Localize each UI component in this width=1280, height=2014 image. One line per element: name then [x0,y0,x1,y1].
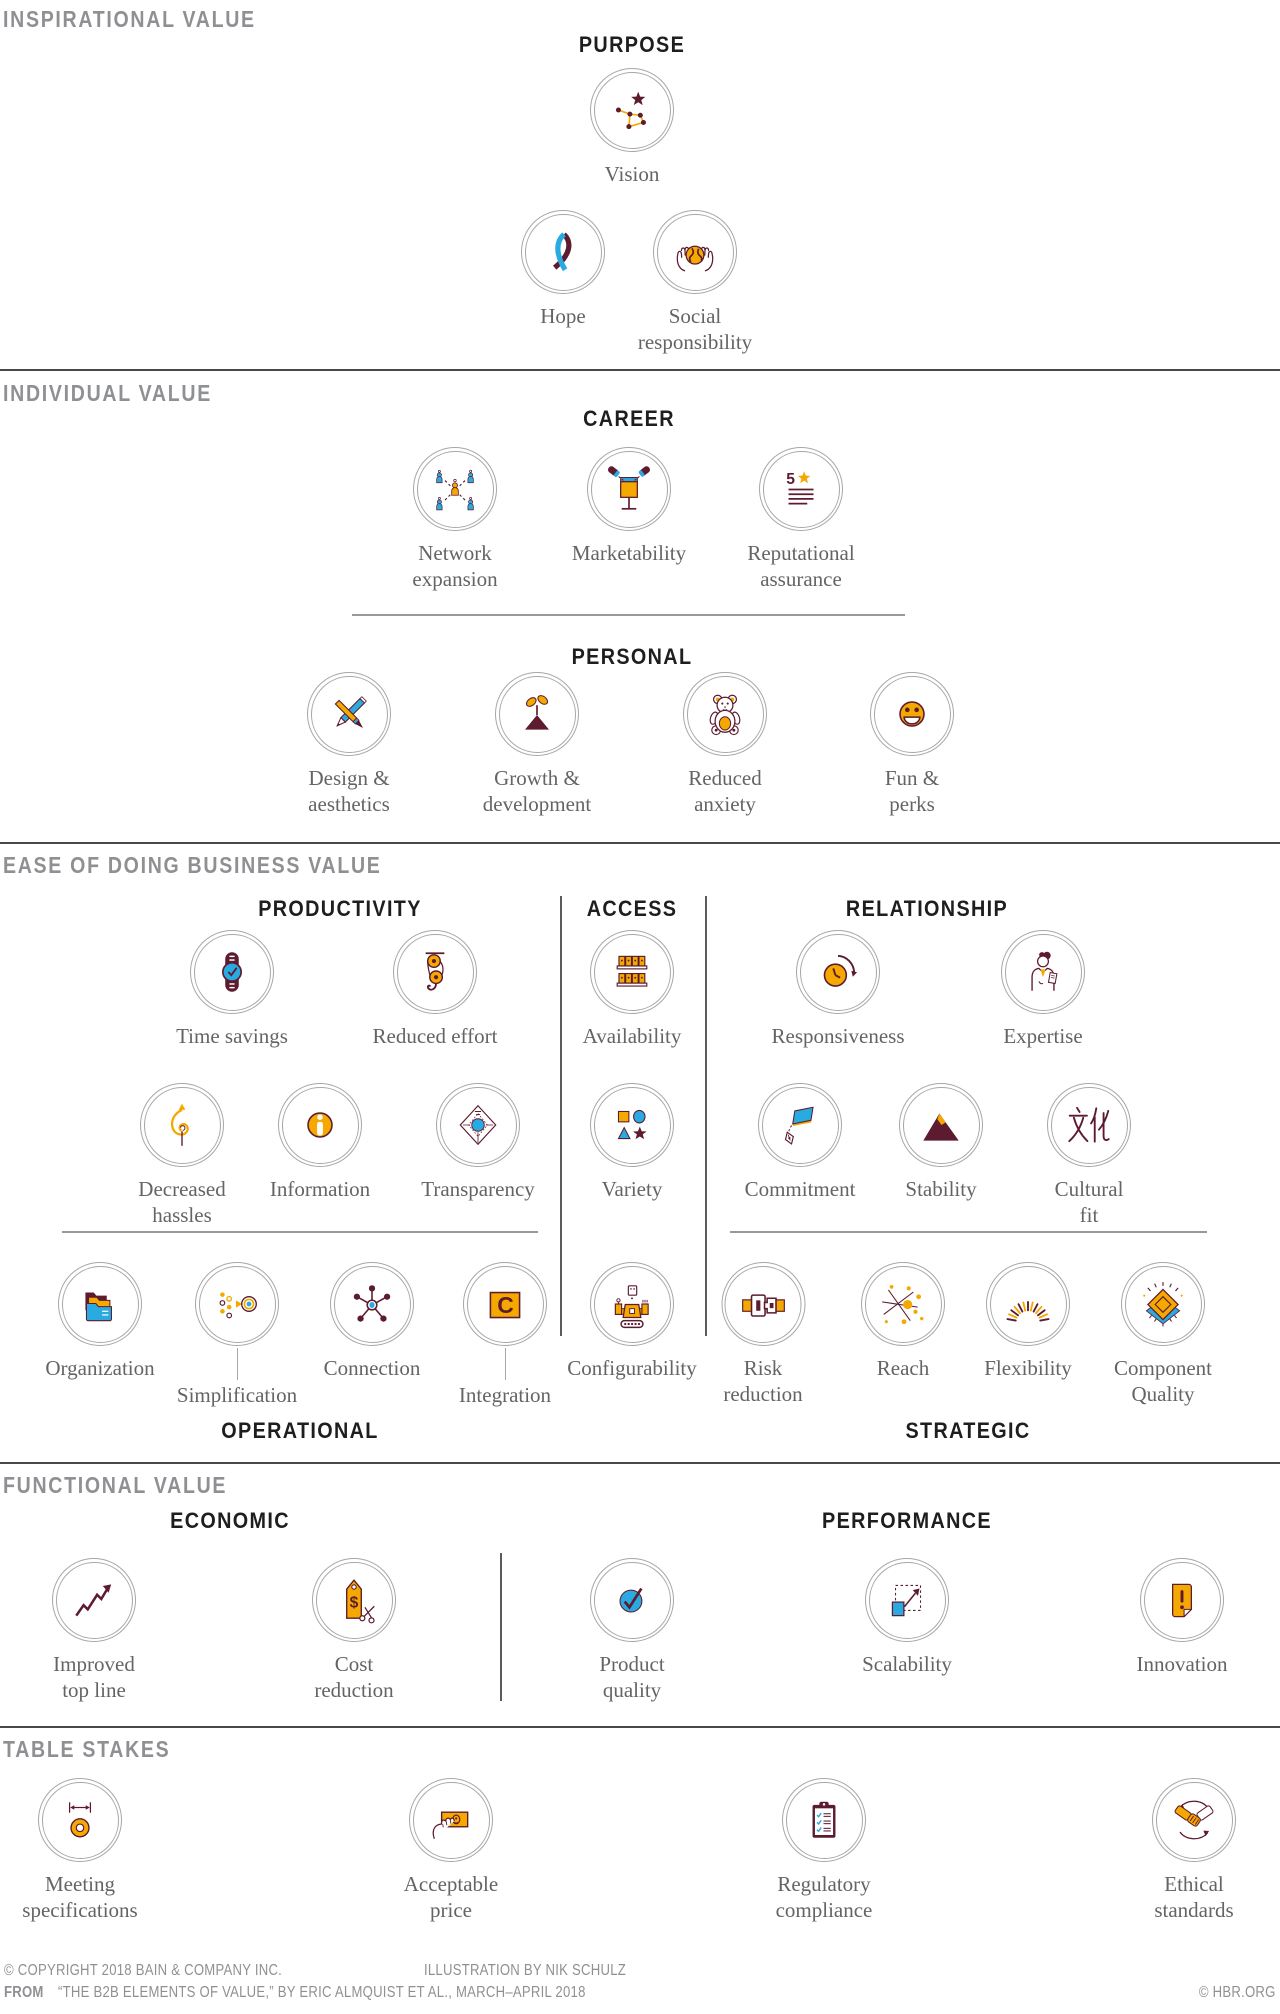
element-variety [582,1083,682,1202]
group-header-access: ACCESS [586,896,678,921]
element-label: Meeting specifications [22,1872,138,1922]
footer-from-label: FROM [4,1984,44,2001]
expanding-square-icon [865,1558,949,1642]
element-simplification [162,1262,312,1408]
element-component-quality [1103,1262,1223,1407]
culture-characters-icon [1047,1083,1131,1167]
pencil-and-brush-icon [307,672,391,756]
sprout-mound-icon [495,672,579,756]
exclamation-page-icon [1140,1558,1224,1642]
element-label: Regulatory compliance [775,1872,873,1922]
svg-text:C: C [497,1291,514,1318]
awareness-ribbon-icon [521,210,605,294]
element-reduced-effort [355,930,515,1049]
tier-divider [0,1462,1280,1464]
rising-zigzag-arrow-icon [52,1558,136,1642]
element-organization [30,1262,170,1381]
element-network-expansion [395,447,515,592]
element-label: Reputational assurance [747,541,855,591]
group-header-personal: PERSONAL [571,644,693,669]
element-label: Flexibility [984,1356,1072,1380]
group-header-performance: PERFORMANCE [822,1508,992,1533]
element-meeting-specifications [5,1778,155,1923]
strategic-divider [730,1231,1207,1233]
element-label: Hope [540,304,586,328]
element-label: Information [269,1177,371,1201]
element-acceptable-price [396,1778,506,1923]
dots-to-target-icon [195,1262,279,1346]
footer-illustration-credit: ILLUSTRATION BY NIK SCHULZ [424,1962,627,1979]
footer-source: “THE B2B ELEMENTS OF VALUE,” BY ERIC ALMQUIST ET AL., MARCH–APRIL 2018 [58,1984,586,2001]
element-label: Cost reduction [314,1652,394,1702]
element-label: Scalability [862,1652,952,1676]
stocked-shelves-icon [590,930,674,1014]
billboard-magnets-icon [587,447,671,531]
five-star-review-icon [759,447,843,531]
element-label: Vision [604,162,660,186]
element-label: Time savings [176,1024,288,1048]
career-personal-divider [352,614,905,616]
clipboard-checklist-icon [782,1778,866,1862]
element-reduced-anxiety [675,672,775,817]
group-header-operational: OPERATIONAL [221,1418,379,1443]
assorted-shapes-icon [590,1083,674,1167]
element-label: Simplification [176,1383,298,1407]
element-reach [853,1262,953,1381]
element-label: Social responsibility [637,304,753,354]
element-growth-development [467,672,607,817]
element-label: Risk reduction [723,1356,803,1406]
element-transparency [403,1083,553,1202]
section-title-inspirational: INSPIRATIONAL VALUE [3,6,256,32]
element-design-aesthetics [294,672,404,817]
element-scalability [842,1558,972,1677]
element-label: Connection [323,1356,421,1380]
people-network-icon [413,447,497,531]
element-improved-top-line [39,1558,149,1703]
element-label: Product quality [599,1652,665,1702]
element-cost-reduction [304,1558,404,1703]
clock-arrow-icon [796,930,880,1014]
machine-parts-icon [590,1262,674,1346]
group-header-relationship: RELATIONSHIP [845,896,1009,921]
element-label: Organization [45,1356,155,1380]
element-label: Reduced effort [372,1024,498,1048]
element-label: Growth & development [482,766,592,816]
element-stability [886,1083,996,1202]
element-label: Transparency [421,1177,535,1201]
economic-performance-divider [500,1553,502,1701]
smiley-face-icon [870,672,954,756]
price-tag-scissors-icon [312,1558,396,1642]
element-expertise [983,930,1103,1049]
element-label: Availability [582,1024,682,1048]
footer-hbr-link: © HBR.ORG [1199,1984,1276,2001]
handshake-arrows-icon [1152,1778,1236,1862]
seatbelt-buckle-icon [721,1262,805,1346]
element-label: Marketability [571,541,687,565]
element-innovation [1117,1558,1247,1677]
element-connection [307,1262,437,1381]
footer-copyright: © COPYRIGHT 2018 BAIN & COMPANY INC. [4,1962,283,1979]
tier-divider [0,1726,1280,1728]
element-responsiveness [753,930,923,1049]
teddy-bear-icon [683,672,767,756]
element-label: Expertise [1003,1024,1083,1048]
element-label: Decreased hassles [138,1177,226,1227]
mountain-icon [899,1083,983,1167]
element-commitment [730,1083,870,1202]
element-label: Fun & perks [884,766,940,816]
element-decreased-hassles [127,1083,237,1228]
element-label: Design & aesthetics [308,766,390,816]
element-label: Commitment [744,1177,856,1201]
element-label: Acceptable price [403,1872,499,1922]
hand-banknote-icon [409,1778,493,1862]
tier-divider [0,842,1280,844]
element-availability [562,930,702,1049]
section-title-ease: EASE OF DOING BUSINESS VALUE [3,852,382,878]
element-label: Improved top line [53,1652,135,1702]
element-ethical-standards [1139,1778,1249,1923]
check-circle-icon [590,1558,674,1642]
info-circle-icon [278,1083,362,1167]
element-information [250,1083,390,1202]
element-reputational-assurance [731,447,871,592]
element-configurability [547,1262,717,1381]
element-label: Stability [905,1177,977,1201]
wristwatch-icon [190,930,274,1014]
clear-cube-icon [436,1083,520,1167]
element-risk-reduction [716,1262,811,1407]
scatter-burst-icon [861,1262,945,1346]
element-vision [587,68,677,187]
element-label: Responsiveness [771,1024,905,1048]
element-cultural-fit [1047,1083,1131,1228]
section-title-table-stakes: TABLE STAKES [3,1736,171,1762]
element-marketability [549,447,709,566]
tier-divider [0,369,1280,371]
element-regulatory-compliance [759,1778,889,1923]
section-title-functional: FUNCTIONAL VALUE [3,1472,228,1498]
shining-chip-icon [1121,1262,1205,1346]
group-header-productivity: PRODUCTIVITY [258,896,422,921]
pulley-hook-icon [393,930,477,1014]
section-title-individual: INDIVIDUAL VALUE [3,380,212,406]
element-label: Cultural fit [1054,1177,1124,1227]
element-time-savings [162,930,302,1049]
element-label: Configurability [567,1356,697,1380]
group-header-strategic: STRATEGIC [905,1418,1031,1443]
element-label: Reduced anxiety [688,766,762,816]
hands-holding-globe-icon [653,210,737,294]
element-fun-perks [870,672,954,817]
hub-and-spoke-icon [330,1262,414,1346]
operational-divider [62,1231,538,1233]
element-label: Ethical standards [1154,1872,1234,1922]
c-block-icon [463,1262,547,1346]
svg-text:$: $ [349,1594,359,1612]
element-label: Innovation [1136,1652,1228,1676]
professional-person-icon [1001,930,1085,1014]
element-hope [518,210,608,329]
constellation-star-icon [590,68,674,152]
group-header-economic: ECONOMIC [170,1508,290,1533]
stacked-folders-icon [58,1262,142,1346]
pen-signing-flag-icon [758,1083,842,1167]
element-label: Variety [601,1177,663,1201]
element-product-quality [587,1558,677,1703]
element-label: Integration [458,1383,552,1407]
element-label: Network expansion [412,541,498,591]
group-header-purpose: PURPOSE [578,32,686,57]
element-social-responsibility [625,210,765,355]
element-flexibility [968,1262,1088,1381]
caliper-ring-icon [38,1778,122,1862]
element-label: Reach [876,1356,930,1380]
svg-text:5: 5 [786,470,795,488]
bending-rays-icon [986,1262,1070,1346]
group-header-career: CAREER [583,406,675,431]
element-label: Component Quality [1114,1356,1212,1406]
untangle-arrow-icon [140,1083,224,1167]
